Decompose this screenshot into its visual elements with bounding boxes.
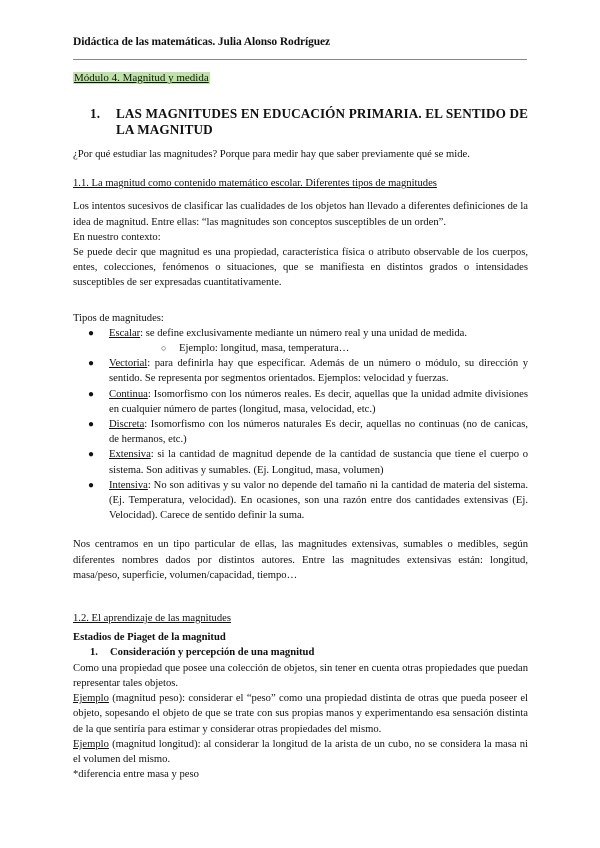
example-label: Ejemplo	[73, 738, 109, 750]
type-text: : se define exclusivamente mediante un número real y una unidad de medida.	[140, 327, 467, 339]
example-2	[73, 737, 528, 767]
bullet-icon: ●	[88, 358, 95, 370]
type-text: : Isomorfismo con los números reales. Es decir, aquellas que la unidad admite divisiones en cualquier número de partes (longitud, masa, velocidad, etc.)	[109, 388, 528, 415]
type-term: Vectorial	[109, 358, 148, 370]
section-1-1-closing: Nos centramos en un tipo particular de ellas, las magnitudes extensivas, sumables o medibles, según diferentes nombres dados por distintos autores. Entre las magnitudes extensivas están: longitud, masa/peso, superficie, volumen/capacidad, tiempo…	[73, 539, 528, 581]
section-1-1-paragraph2: Se puede decir que magnitud es una propiedad, característica física o atributo observable de los cuerpos, entes, colecciones, fenómenos o situaciones, que se manifiesta en distintos grados o intensidades susceptibles de ser expresadas cuantitativamente.	[73, 247, 528, 289]
list-item	[73, 356, 528, 386]
bullet-icon: ●	[88, 479, 95, 491]
main-heading-number: 1.	[90, 106, 101, 121]
example-label: Ejemplo	[73, 693, 109, 705]
stage-number: 1.	[90, 647, 98, 659]
intro-question: ¿Por qué estudiar las magnitudes? Porque para medir hay que saber previamente qué se mide.	[73, 149, 470, 160]
example-1	[73, 691, 528, 737]
type-text: : si la cantidad de magnitud depende de la cantidad de sustancia que tiene el cuerpo o sistema. Son aditivas y sumables. (Ej. Longitud, masa, volumen)	[109, 449, 528, 476]
type-term: Continua	[109, 388, 148, 400]
list-item	[73, 326, 528, 356]
type-term: Intensiva	[109, 479, 148, 491]
bullet-icon: ●	[88, 449, 95, 461]
types-list	[73, 326, 528, 524]
circle-bullet-icon: ○	[161, 343, 167, 354]
stage-description: Como una propiedad que posee una colección de objetos, sin tener en cuenta otras propiedades que puedan representar tales objetos.	[73, 662, 528, 689]
document-body	[73, 106, 528, 782]
type-text: : No son aditivas y su valor no depende del tamaño ni la cantidad de materia del sistema. (Ej. Temperatura, velocidad). En ocasiones, son una razón entre dos cantidades extensivas (Ej. Velocidad). Carece de sentido definir la suma.	[109, 479, 528, 522]
type-term: Extensiva	[109, 449, 151, 461]
section-1-1-title: 1.1. La magnitud como contenido matemático escolar. Diferentes tipos de magnitudes	[73, 178, 437, 190]
example-text: (magnitud longitud): al considerar la longitud de la arista de un cubo, no se considera la masa ni el volumen del mismo.	[73, 738, 528, 765]
list-item	[73, 417, 528, 447]
stage-heading	[73, 645, 528, 660]
type-text: : Isomorfismo con los números naturales Es decir, aquellas no continuas (no de canicas, de hermanos, etc.)	[109, 419, 528, 446]
header-divider	[73, 59, 527, 60]
note: *diferencia entre masa y peso	[73, 769, 199, 781]
module-tag: Módulo 4. Magnitud y medida	[74, 72, 209, 84]
list-item	[73, 387, 528, 417]
main-heading	[73, 106, 528, 138]
type-text: : para definirla hay que especificar. Además de un número o módulo, su dirección y sentido. Se representa por segmentos orientados. Ejemplos: velocidad y fuerzas.	[109, 358, 528, 385]
context-label: En nuestro contexto:	[73, 231, 161, 243]
bullet-icon: ●	[88, 388, 95, 400]
main-heading-text: LAS MAGNITUDES EN EDUCACIÓN PRIMARIA. EL SENTIDO DE LA MAGNITUD	[116, 106, 528, 137]
type-term: Discreta	[109, 419, 145, 431]
section-1-2-title: 1.2. El aprendizaje de las magnitudes	[73, 613, 231, 625]
list-item	[73, 447, 528, 477]
list-item	[73, 478, 528, 524]
document-header-title: Didáctica de las matemáticas. Julia Alonso Rodríguez	[73, 36, 331, 48]
bullet-icon: ●	[88, 327, 95, 339]
sub-list-item	[109, 341, 528, 356]
stages-title: Estadios de Piaget de la magnitud	[73, 632, 226, 644]
example-text: (magnitud peso): considerar el “peso” como una propiedad distinta de otras que pueda poseer el objeto, sopesando el objeto de que se trate con sus propias manos y experimentando esa sensación distinta de la que sentiría para estimar y considerar otras propiedades del mismo.	[73, 693, 528, 735]
sub-item-text: Ejemplo: longitud, masa, temperatura…	[179, 343, 350, 355]
stage-title: Consideración y percepción de una magnitud	[110, 647, 315, 659]
type-term: Escalar	[109, 327, 141, 339]
bullet-icon: ●	[88, 419, 95, 431]
types-label: Tipos de magnitudes:	[73, 312, 164, 324]
section-1-1-paragraph1: Los intentos sucesivos de clasificar las cualidades de los objetos han llevado a diferentes definiciones de la idea de magnitud. Entre ellas: “las magnitudes son conceptos susceptibles de un orden”.	[73, 201, 528, 228]
